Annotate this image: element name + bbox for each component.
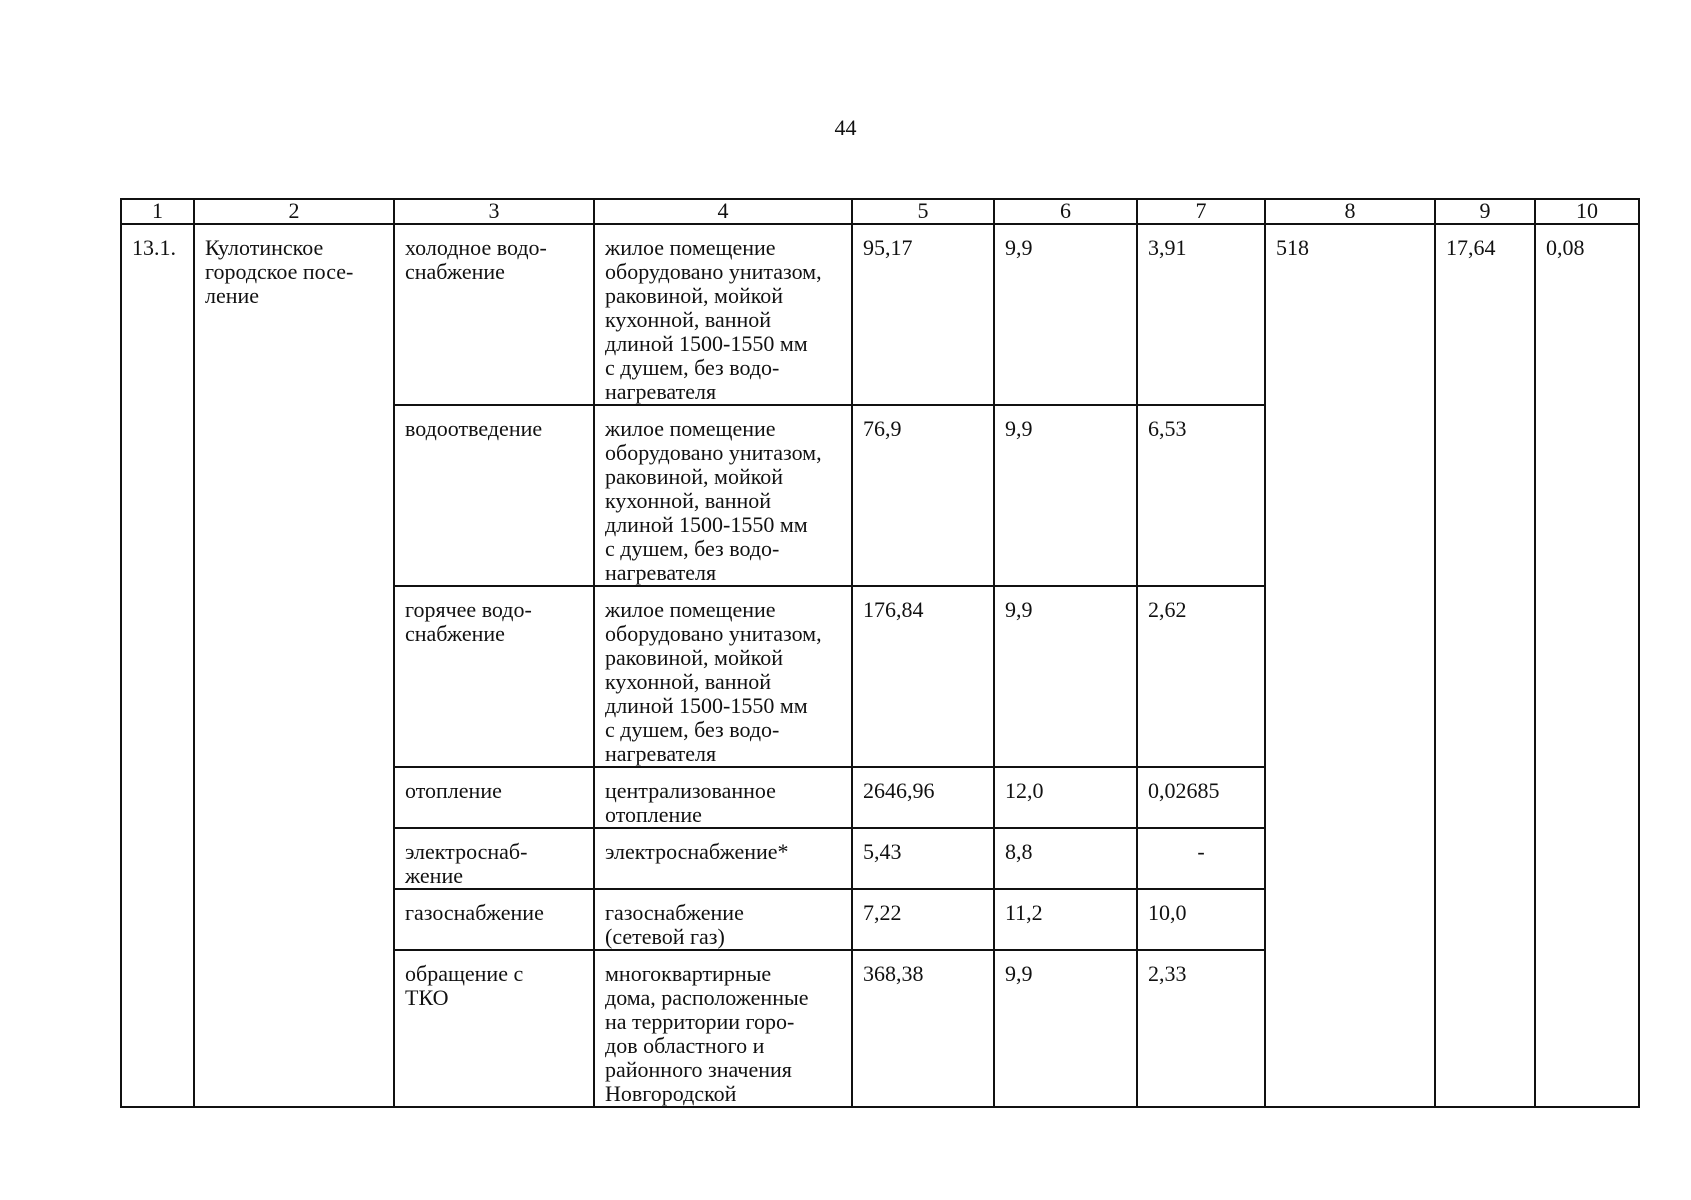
column-number: 1 xyxy=(121,199,194,224)
column-number: 9 xyxy=(1435,199,1535,224)
col6-cell: 11,2 xyxy=(994,889,1137,950)
col5-cell: 95,17 xyxy=(852,224,994,405)
col5-cell: 76,9 xyxy=(852,405,994,586)
column-number: 10 xyxy=(1535,199,1639,224)
settlement-cell: Кулотинское городское посе- ление xyxy=(194,224,394,1107)
column-number: 5 xyxy=(852,199,994,224)
service-cell: отопление xyxy=(394,767,594,828)
service-cell: обращение с ТКО xyxy=(394,950,594,1107)
col7-cell: - xyxy=(1137,828,1265,889)
tariff-table xyxy=(120,198,1640,1108)
col5-cell: 176,84 xyxy=(852,586,994,767)
col6-cell: 9,9 xyxy=(994,586,1137,767)
description-cell: централизованное отопление xyxy=(594,767,852,828)
page-number: 44 xyxy=(834,115,857,140)
col8-cell: 518 xyxy=(1265,224,1435,1107)
column-number: 7 xyxy=(1137,199,1265,224)
col6-cell: 8,8 xyxy=(994,828,1137,889)
service-cell: электроснаб- жение xyxy=(394,828,594,889)
service-cell: холодное водо- снабжение xyxy=(394,224,594,405)
row-number-cell: 13.1. xyxy=(121,224,194,1107)
description-cell: электроснабжение* xyxy=(594,828,852,889)
col7-cell: 10,0 xyxy=(1137,889,1265,950)
description-cell: жилое помещение оборудовано унитазом, раковиной, мойкой кухонной, ванной длиной 1500-1550 мм с душем, без водо- нагревателя xyxy=(594,405,852,586)
col10-cell: 0,08 xyxy=(1535,224,1639,1107)
col6-cell: 9,9 xyxy=(994,950,1137,1107)
col7-cell: 6,53 xyxy=(1137,405,1265,586)
col5-cell: 368,38 xyxy=(852,950,994,1107)
column-number: 6 xyxy=(994,199,1137,224)
col5-cell: 2646,96 xyxy=(852,767,994,828)
column-number-row xyxy=(121,199,1639,224)
column-number: 4 xyxy=(594,199,852,224)
col7-cell: 3,91 xyxy=(1137,224,1265,405)
service-cell: горячее водо- снабжение xyxy=(394,586,594,767)
col7-cell: 2,33 xyxy=(1137,950,1265,1107)
col9-cell: 17,64 xyxy=(1435,224,1535,1107)
col6-cell: 12,0 xyxy=(994,767,1137,828)
description-cell: газоснабжение (сетевой газ) xyxy=(594,889,852,950)
description-cell: многоквартирные дома, расположенные на территории горо- дов областного и районного значения Новгородской xyxy=(594,950,852,1107)
description-cell: жилое помещение оборудовано унитазом, раковиной, мойкой кухонной, ванной длиной 1500-1550 мм с душем, без водо- нагревателя xyxy=(594,586,852,767)
column-number: 3 xyxy=(394,199,594,224)
col5-cell: 5,43 xyxy=(852,828,994,889)
column-number: 2 xyxy=(194,199,394,224)
col7-cell: 0,02685 xyxy=(1137,767,1265,828)
description-cell: жилое помещение оборудовано унитазом, раковиной, мойкой кухонной, ванной длиной 1500-1550 мм с душем, без водо- нагревателя xyxy=(594,224,852,405)
table-row xyxy=(121,224,1639,405)
col5-cell: 7,22 xyxy=(852,889,994,950)
col7-cell: 2,62 xyxy=(1137,586,1265,767)
col6-cell: 9,9 xyxy=(994,405,1137,586)
column-number: 8 xyxy=(1265,199,1435,224)
service-cell: водоотведение xyxy=(394,405,594,586)
service-cell: газоснабжение xyxy=(394,889,594,950)
col6-cell: 9,9 xyxy=(994,224,1137,405)
